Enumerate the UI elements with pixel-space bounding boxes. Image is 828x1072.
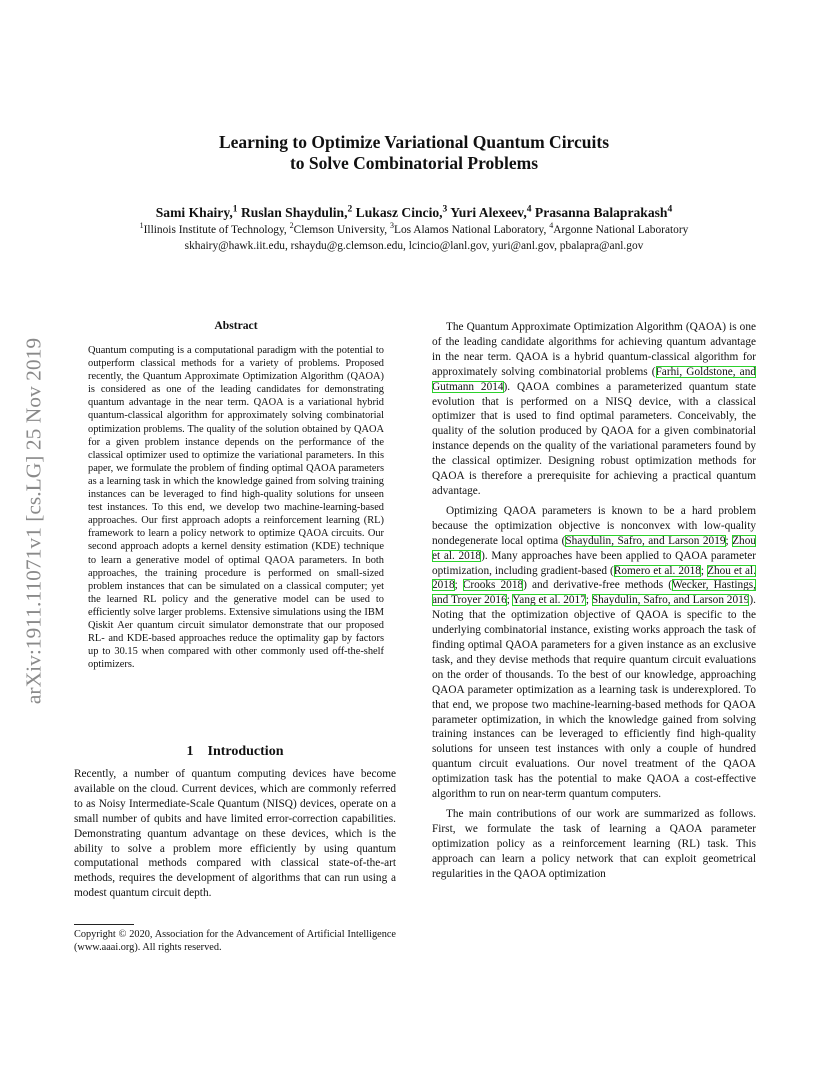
- text-run: ;: [506, 594, 513, 607]
- introduction-body: [74, 767, 396, 901]
- arxiv-sidebar: [20, 286, 48, 756]
- text-run: ;: [700, 564, 708, 577]
- author-name: Prasanna Balaprakash: [534, 205, 668, 220]
- affil-mark: 1: [139, 221, 144, 231]
- text-run: ;: [725, 534, 733, 547]
- affiliation-line: [40, 223, 788, 239]
- affiliation-clemson: Clemson University,: [293, 224, 390, 236]
- text-run: ;: [454, 579, 463, 592]
- author-affil-mark: 3: [442, 204, 448, 215]
- affiliation-lanl: Los Alamos National Laboratory,: [393, 224, 550, 236]
- paper-title: [100, 132, 728, 174]
- text-run: ) and derivative-free methods (: [523, 579, 672, 592]
- section-title: Introduction: [207, 744, 284, 759]
- author-affil-mark: 4: [526, 204, 532, 215]
- author-name: Lukasz Cincio,: [355, 205, 443, 220]
- author-name: Ruslan Shaydulin,: [240, 205, 348, 220]
- abstract-heading: Abstract: [214, 319, 258, 332]
- footnote-rule: [74, 924, 134, 925]
- section-number: 1: [186, 744, 194, 759]
- citation-link[interactable]: Shaydulin, Safro, and Larson 2019: [565, 534, 726, 547]
- paragraph-contributions: The main contributions of our work are summarized as follows. First, we formulate the task of learning a QAOA parameter optimization policy as a reinforcement learning (RL) task. This approach can learn a policy network that can exploit geometrical regularities in the QAOA optimization: [432, 808, 756, 880]
- affiliation-iit: Illinois Institute of Technology,: [143, 224, 290, 236]
- citation-link[interactable]: Zhou et al. 2018: [432, 534, 756, 562]
- affil-mark: 3: [390, 221, 394, 231]
- title-line-2: to Solve Combinatorial Problems: [289, 153, 539, 173]
- text-run: ). QAOA combines a parameterized quantum state evolution that is performed on a NISQ device, with a classical optimizer that is used to find optimal parameters. Conceivably, the quality of the solution produced by QAOA for a given combinatorial instance depends on the quality of the variational parameters found by the classical optimizer. Designing robust optimization methods for QAOA is therefore a prerequisite for achieving a practical quantum advantage.: [432, 380, 756, 497]
- author-affil-mark: 2: [347, 204, 353, 215]
- arxiv-stamp: arXiv:1911.11071v1 [cs.LG] 25 Nov 2019: [21, 337, 46, 705]
- author-list: [40, 205, 788, 221]
- paragraph-qaoa-overview: [432, 320, 756, 499]
- affil-mark: 2: [289, 221, 294, 231]
- author-name: Sami Khairy,: [155, 205, 233, 220]
- citation-link[interactable]: Crooks 2018: [462, 579, 524, 592]
- affiliations: [40, 223, 788, 254]
- affiliation-anl: Argonne National Laboratory: [553, 224, 689, 236]
- copyright-text: Copyright © 2020, Association for the Advancement of Artificial Intelligence (www.aaai.org). All rights reserved.: [74, 929, 396, 954]
- copyright-footnote: [74, 928, 396, 955]
- author-name: Yuri Alexeev,: [450, 205, 527, 220]
- abstract-text: Quantum computing is a computational paradigm with the potential to outperform classical methods for a variety of problems. Proposed recently, the Quantum Approximate Optimization Algorithm (QAOA) is considered as one of the leading candidates for demonstrating quantum advantage in the near term. QAOA is a variational hybrid quantum-classical algorithm for approximately solving combinatorial optimization problems. The quality of the solution obtained by QAOA for a given problem instance depends on the performance of the classical optimizer used to optimize the variational parameters. In this paper, we formulate the problem of finding optimal QAOA parameters as a learning task in which the knowledge gained from solving training instances can be leveraged to find high-quality solutions for unseen test instances. To this end, we develop two machine-learning-based approaches. Our first approach adopts a reinforcement learning (RL) framework to learn a policy network to optimize QAOA circuits. Our second approach adopts a kernel density estimation (KDE) technique to learn a generative model of optimal QAOA parameters. In both approaches, the training procedure is performed on small-sized problem instances that can be simulated on a classical computer; yet the learned RL policy and the generative model can be used to efficiently solve larger problems. Extensive simulations using the IBM Qiskit Aer quantum circuit simulator demonstrate that our proposed RL- and KDE-based approaches reduce the optimality gap by factors up to 30.15 when compared with other commonly used off-the-shelf optimizers.: [88, 345, 384, 671]
- right-column: [432, 320, 756, 882]
- citation-link[interactable]: Zhou et al. 2018: [432, 564, 757, 592]
- intro-paragraph: Recently, a number of quantum computing devices have become available on the cloud. Current devices, which are commonly referred to as Noisy Intermediate-Scale Quantum (NISQ) devices, operate on a small number of qubits and have limited error-correction capabilities. Demonstrating quantum advantage on these devices, which is the ability to solve a problem more efficiently by using quantum computational methods compared with classical state-of-the-art methods, requires the development of algorithms that can run using a modest quantum circuit depth.: [74, 768, 396, 900]
- text-run: ;: [585, 594, 592, 607]
- citation-link[interactable]: Wecker, Hastings, and Troyer 2016: [432, 579, 756, 607]
- abstract-body: [88, 344, 384, 671]
- text-run: The Quantum Approximate Optimization Algorithm (QAOA) is one of the leading candidate algorithms for achieving quantum advantage in the near term. QAOA is a hybrid quantum-classical algorithm for approximately solving combinatorial problems (: [432, 321, 756, 378]
- text-run: Optimizing QAOA parameters is known to be a hard problem because the optimization objective is nonconvex with low-quality nondegenerate local optima (: [432, 504, 756, 547]
- text-run: ). Noting that the optimization objective of QAOA is specific to the underlying combinatorial instance, existing works approach the task of finding optimal QAOA parameters for a given instance as an exclusive task, and they devise methods that require quantum circuit evaluations on the order of thousands. To the best of our knowledge, approaching QAOA parameter optimization as a learning task is underexplored. To that end, we propose two machine-learning-based methods for QAOA parameter optimization, in which the knowledge gained from solving training instances can be leveraged to efficiently find high-quality solutions for unseen test instances with only a couple of hundred quantum circuit evaluations. Our novel treatment of the QAOA optimization task has the potential to make QAOA a cost-effective algorithm to run on near-term quantum computers.: [432, 594, 756, 801]
- paragraph-optimization: [432, 504, 756, 802]
- author-affil-mark: 4: [667, 204, 673, 215]
- citation-link[interactable]: Shaydulin, Safro, and Larson 2019: [591, 594, 750, 607]
- author-emails: skhairy@hawk.iit.edu, rshaydu@g.clemson.edu, lcincio@lanl.gov, yuri@anl.gov, pbalapra@anl.gov: [184, 239, 644, 252]
- affil-mark: 4: [549, 221, 554, 231]
- author-affil-mark: 1: [232, 204, 238, 215]
- citation-link[interactable]: Farhi, Goldstone, and Gutmann 2014: [432, 365, 756, 393]
- title-line-1: Learning to Optimize Variational Quantum Circuits: [218, 132, 610, 152]
- citation-link[interactable]: Romero et al. 2018: [613, 564, 701, 577]
- text-run: ). Many approaches have been applied to QAOA parameter optimization, including gradient-based (: [432, 549, 756, 577]
- citation-link[interactable]: Yang et al. 2017: [512, 594, 586, 607]
- section-heading-introduction: [74, 744, 396, 760]
